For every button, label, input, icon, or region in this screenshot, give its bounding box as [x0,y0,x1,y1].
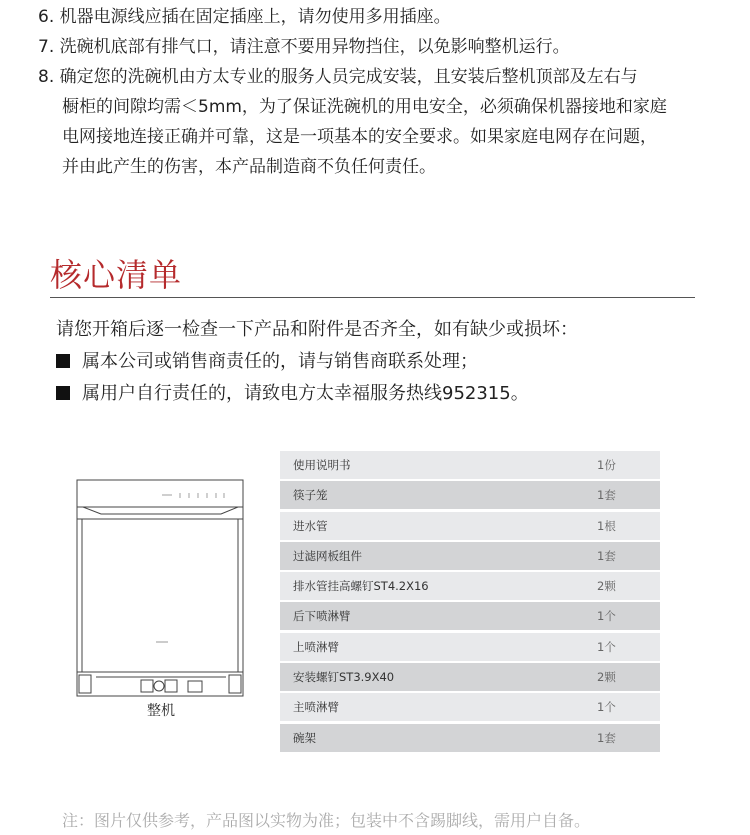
item-quantity: 1份 [597,458,616,472]
item-quantity: 2颗 [597,670,616,685]
note-8-cont: 并由此产生的伤害，本产品制造商不负任何责任。 [62,157,436,177]
table-row [280,602,660,630]
item-quantity: 1个 [597,700,616,715]
note-8: 8. 确定您的洗碗机由方太专业的服务人员完成安装，且安装后整机顶部及左右与 [38,67,638,87]
table-row [280,481,660,509]
note-8-cont: 橱柜的间隙均需＜5mm，为了保证洗碗机的用电安全，必须确保机器接地和家庭 [62,97,667,117]
item-name: 碗架 [293,730,316,745]
item-name: 安装螺钉ST3.9X40 [293,670,395,685]
bullet-text: 属用户自行责任的，请致电方太幸福服务热线952315。 [82,383,529,404]
item-quantity: 1个 [597,639,616,654]
item-quantity: 1套 [597,730,616,745]
table-row [280,572,660,600]
item-name: 上喷淋臂 [293,639,339,654]
table-row [280,542,660,570]
note-7: 7. 洗碗机底部有排气口，请注意不要用异物挡住，以免影响整机运行。 [38,37,570,57]
item-quantity: 1根 [597,518,616,533]
dishwasher-drawing [76,477,246,699]
item-name: 过滤网板组件 [293,548,362,563]
footer-note: 注：图片仅供参考，产品图以实物为准；包装中不含踢脚线，需用户自备。 [62,811,591,830]
square-bullet-icon [56,386,70,400]
item-quantity: 1套 [597,488,616,503]
item-name: 使用说明书 [293,458,351,472]
item-name: 后下喷淋臂 [293,609,351,624]
section-title: 核心清单 [50,256,183,294]
table-row [280,693,660,721]
image-caption: 整机 [147,703,175,719]
item-name: 进水管 [293,518,328,533]
intro-block [56,314,578,410]
item-name: 主喷淋臂 [293,700,339,715]
bullet-item [56,378,578,410]
table-row [280,633,660,661]
note-6: 6. 机器电源线应插在固定插座上，请勿使用多用插座。 [38,7,451,27]
table-row [280,724,660,752]
item-name: 排水管挂高螺钉ST4.2X16 [293,579,429,594]
intro-text: 请您开箱后逐一检查一下产品和附件是否齐全，如有缺少或损坏： [56,319,578,340]
square-bullet-icon [56,354,70,368]
bullet-text: 属本公司或销售商责任的，请与销售商联系处理； [82,351,478,372]
item-quantity: 2颗 [597,579,616,594]
table-row [280,512,660,540]
item-quantity: 1套 [597,548,616,563]
item-name: 筷子笼 [293,488,328,503]
note-8-cont: 电网接地连接正确并可靠，这是一项基本的安全要求。如果家庭电网存在问题， [62,127,657,147]
table-row [280,451,660,479]
table-row [280,663,660,691]
package-contents-table [280,451,660,754]
safety-notes [38,2,728,182]
item-quantity: 1个 [597,609,616,624]
bullet-item [56,346,578,378]
divider [50,297,695,298]
